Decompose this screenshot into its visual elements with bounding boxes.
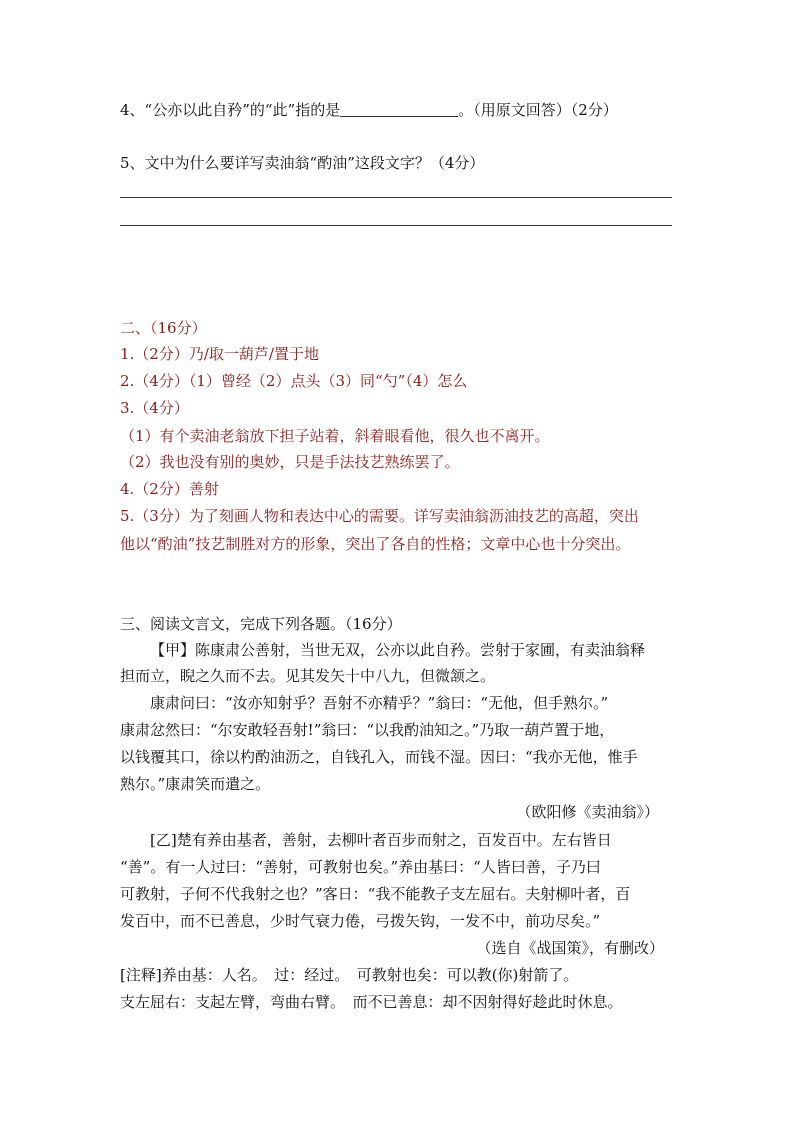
answer-2: 2.（4分）（1）曾经（2）点头（3）同“勺”（4）怎么 — [120, 372, 468, 390]
passage-yi-source: （选自《战国策》，有删改） — [476, 939, 664, 957]
passage-jia-line-2: 担而立，睨之久而不去。见其发矢十中八九，但微颔之。 — [120, 667, 496, 685]
passage-yi-line-2: “善”。有一人过曰：“善射，可教射也矣。”养由基曰：“人皆曰善，子乃曰 — [120, 858, 601, 876]
answer-5-line-2: 他以“酌油”技艺制胜对方的形象，突出了各自的性格；文章中心也十分突出。 — [120, 535, 631, 553]
passage-jia-line-4: 康肃忿然曰：“尔安敢轻吾射!”翁曰：“以我酌油知之。”乃取一葫芦置于地， — [120, 721, 615, 739]
passage-jia-source: （欧阳修《卖油翁》） — [516, 803, 659, 821]
passage-yi-line-1: [乙]楚有养由基者，善射，去柳叶者百步而射之，百发百中。左右皆日 — [150, 831, 612, 849]
answer-3-1: （1）有个卖油老翁放下担子站着，斜着眼看他，很久也不离开。 — [120, 427, 550, 445]
question-4-text-before: 4、“公亦以此自矜”的“此”指的是 — [120, 101, 341, 119]
question-5: 5、文中为什么要详写卖油翁“酌油”这段文字？（4分） — [120, 154, 485, 172]
notes-line-1: [注释]养由基：人名。 过：经过。 可教射也矣：可以教(你)射箭了。 — [120, 966, 579, 984]
answer-3-2: （2）我也没有别的奥妙，只是手法技艺熟练罢了。 — [120, 453, 460, 471]
answer-line-2[interactable] — [120, 225, 672, 226]
question-4 — [120, 100, 618, 120]
passage-jia-line-1: 【甲】陈康肃公善射，当世无双，公亦以此自矜。尝射于家圃，有卖油翁释 — [150, 641, 646, 659]
passage-jia-line-6: 熟尔。”康肃笑而遣之。 — [120, 775, 271, 793]
answers-header: 二、（16分） — [120, 319, 207, 337]
answer-4: 4.（2分）善射 — [120, 480, 219, 498]
passage-jia-line-3: 康肃问曰：“汝亦知射乎？吾射不亦精乎？”翁曰：“无他，但手熟尔。” — [150, 694, 609, 712]
passage-jia-line-5: 以钱覆其口，徐以杓酌油沥之，自钱孔入，而钱不湿。因曰：“我亦无他，惟手 — [120, 748, 638, 766]
answer-line-1[interactable] — [120, 197, 672, 198]
section-3-title: 三、阅读文言文，完成下列各题。（16分） — [120, 615, 402, 633]
question-4-text-after: 。（用原文回答）（2分） — [458, 101, 618, 119]
passage-yi-line-3: 可教射，子何不代我射之也？”客日：“我不能教子支左屈右。夫射柳叶者，百 — [120, 885, 631, 903]
notes-line-2: 支左屈右：支起左臂，弯曲右臂。 而不已善息：却不因射得好趁此时休息。 — [120, 993, 623, 1011]
answer-blank[interactable] — [340, 102, 458, 117]
answer-5-line-1: 5.（3分）为了刻画人物和表达中心的需要。详写卖油翁沥油技艺的高超，突出 — [120, 507, 639, 525]
answer-1: 1.（2分）乃/取一葫芦/置于地 — [120, 345, 319, 363]
answer-3: 3.（4分） — [120, 399, 189, 417]
passage-yi-line-4: 发百中，而不已善息，少时气衰力倦，弓拨矢钩，一发不中，前功尽矣。” — [120, 912, 601, 930]
